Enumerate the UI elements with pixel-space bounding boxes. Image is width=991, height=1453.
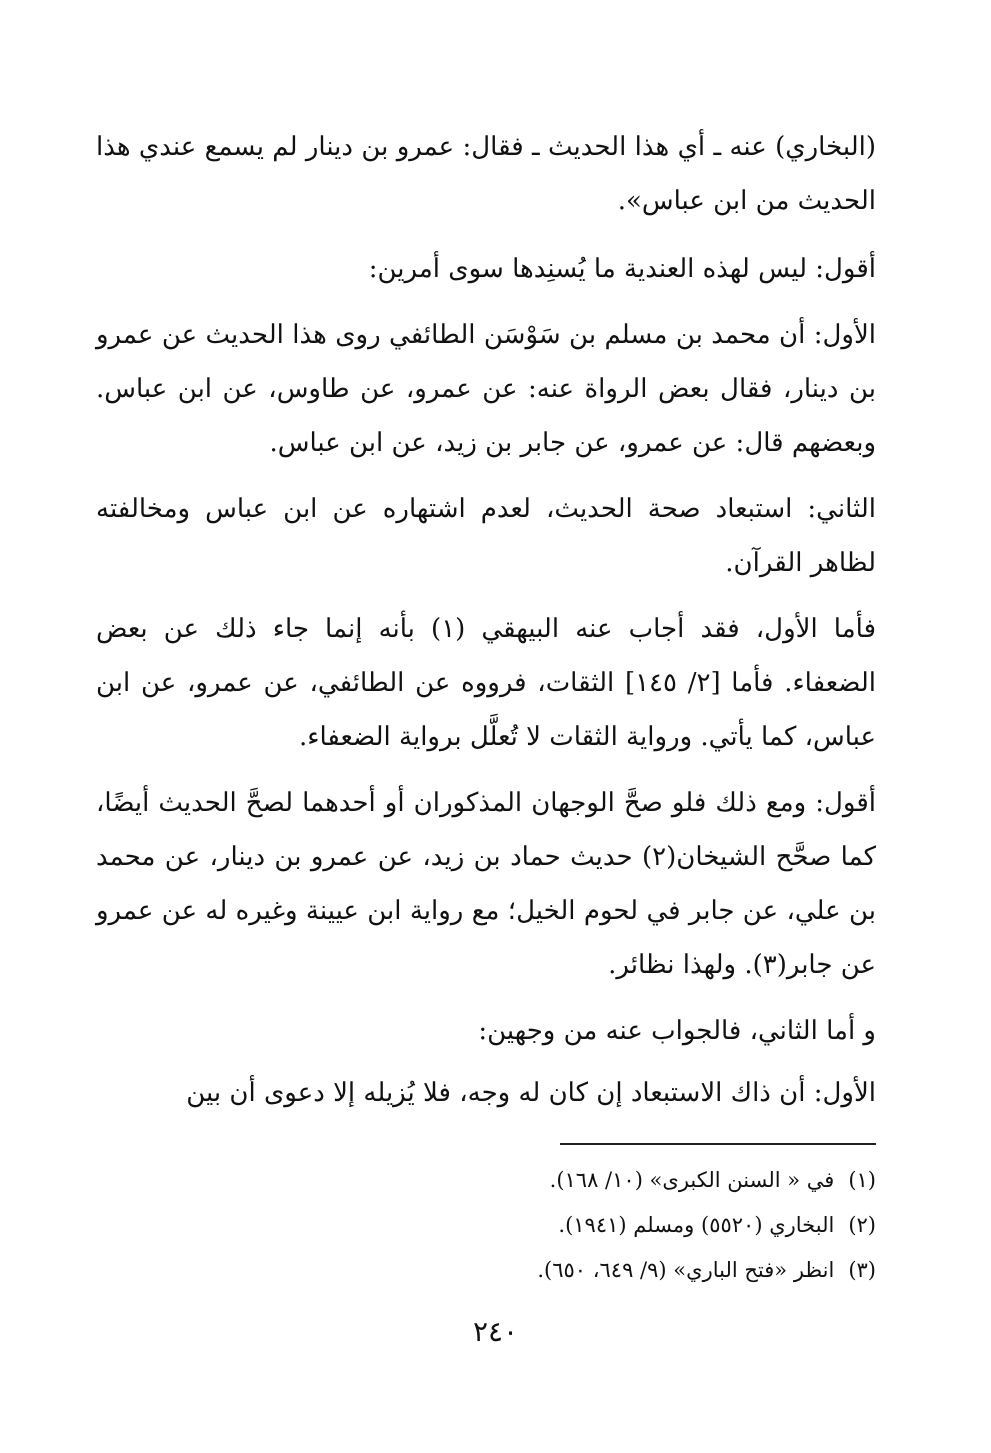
paragraph: الثاني: استبعاد صحة الحديث، لعدم اشتهاره عن ابن عباس ومخالفته لظاهر القرآن.	[96, 494, 876, 578]
paragraph: الأول: أن ذاك الاستبعاد إن كان له وجه، فلا يُزيله إلا دعوى أن بين	[186, 1078, 876, 1108]
footnotes	[300, 1158, 876, 1293]
footnote-text: في « السنن الكبرى» (١٠/ ١٦٨).	[549, 1168, 835, 1192]
footnote	[300, 1158, 876, 1203]
footnote-divider	[560, 1143, 876, 1145]
paragraph: (البخاري) عنه ـ أي هذا الحديث ـ فقال: عمرو بن دينار لم يسمع عندي هذا الحديث من ابن عباس».	[96, 132, 876, 216]
paragraph: أقول: ليس لهذه العندية ما يُسنِدها سوى أمرين:	[368, 254, 876, 284]
footnote-number: (١)	[848, 1168, 876, 1192]
page-number: ٢٤٠	[472, 1315, 519, 1348]
footnote-text: انظر «فتح الباري» (٩/ ٦٤٩، ٦٥٠).	[537, 1258, 835, 1282]
paragraph: الأول: أن محمد بن مسلم بن سَوْسَن الطائفي روى هذا الحديث عن عمرو بن دينار، فقال بعض الرواة عنه: عن عمرو، عن طاوس، عن ابن عباس. وبعضهم قال: عن عمرو، عن جابر بن زيد، عن ابن عباس.	[96, 320, 876, 458]
paragraph: فأما الأول، فقد أجاب عنه البيهقي (١) بأنه إنما جاء ذلك عن بعض الضعفاء. فأما [٢/ ١٤٥] الثقات، فرووه عن الطائفي، عن عمرو، عن ابن عباس، كما يأتي. ورواية الثقات لا تُعلَّل برواية الضعفاء.	[96, 614, 876, 752]
footnote-text: البخاري (٥٥٢٠) ومسلم (١٩٤١).	[558, 1213, 835, 1237]
paragraph: أقول: ومع ذلك فلو صحَّ الوجهان المذكوران أو أحدهما لصحَّ الحديث أيضًا، كما صحَّح الشيخان(٢) حديث حماد بن زيد، عن عمرو بن دينار، عن محمد بن علي، عن جابر في لحوم الخيل؛ مع رواية ابن عيينة وغيره له عن عمرو عن جابر(٣). ولهذا نظائر.	[96, 788, 876, 980]
paragraph: و أما الثاني، فالجواب عنه من وجهين:	[478, 1016, 876, 1046]
footnote	[300, 1203, 876, 1248]
footnote-number: (٢)	[848, 1213, 876, 1237]
footnote	[300, 1248, 876, 1293]
main-text	[96, 120, 876, 1132]
footnote-number: (٣)	[848, 1258, 876, 1282]
